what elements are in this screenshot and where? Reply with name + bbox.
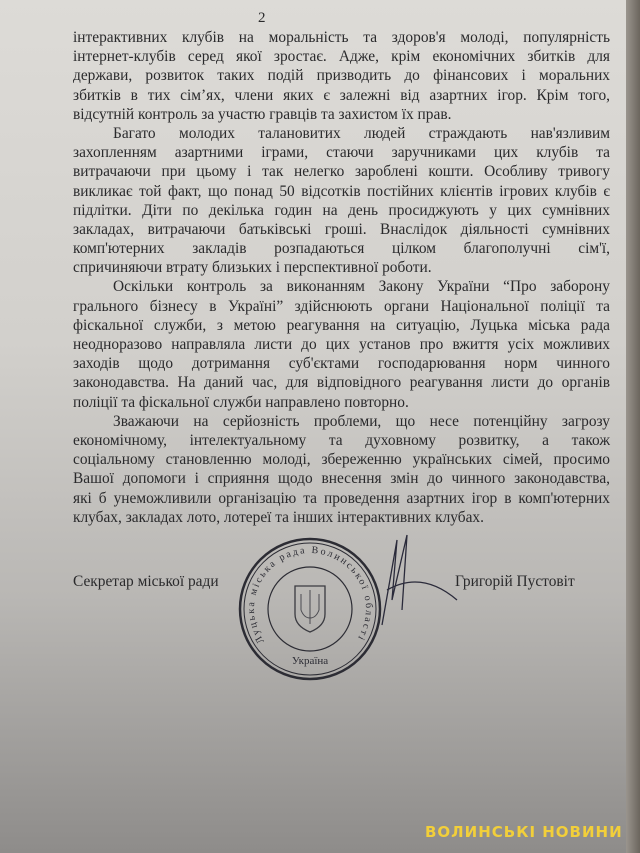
text-line: Вашої допомоги і сприяння щодо внесення змін до чинного законодавства, bbox=[73, 470, 610, 488]
text-line: інтернет-клубів серед якої зростає. Адже, крім економічних збитків для bbox=[73, 48, 610, 66]
signer-position: Секретар міської ради bbox=[73, 573, 219, 590]
text-line: спричиняючи втрату близьких і перспективної роботи. bbox=[73, 259, 432, 277]
letter-body bbox=[73, 28, 610, 527]
text-line: Багато молодих талановитих людей страждають нав'язливим bbox=[113, 124, 610, 142]
text-line: фіскальної служби, з метою реагування на ситуацію, Луцька міська рада bbox=[73, 316, 610, 334]
stamp-bottom-text: Україна bbox=[291, 655, 329, 667]
text-line: держави, розвиток таких подій призводить до фінансових і моральних bbox=[73, 67, 610, 85]
text-line: захопленням азартними іграми, стаючи заручниками цих клубів та bbox=[73, 144, 610, 162]
text-line: Оскільки контроль за виконанням Закону України “Про заборону bbox=[113, 278, 610, 296]
text-line: збитків в тих сім’ях, члени яких є залежні від азартних ігор. Крім того, bbox=[73, 86, 610, 104]
text-line: витрачаючи при цьому і так нелегко зароблені кошти. Особливу тривогу bbox=[73, 163, 610, 181]
watermark-logo: ВОЛИНСЬКІ НОВИНИ bbox=[425, 823, 623, 841]
text-line: економічному, інтелектуальному та духовному розвитку, а також bbox=[73, 431, 610, 449]
text-line: підлітки. Діти по декілька годин на день просиджують у цих сумнівних bbox=[73, 201, 610, 219]
text-line: грального бізнесу в Україні” здійснюють органи Національної поліції та bbox=[73, 297, 610, 315]
handwritten-signature bbox=[372, 530, 462, 630]
text-line: Зважаючи на серйозність проблеми, що несе потенційну загрозу bbox=[113, 412, 610, 430]
text-line: клубах, закладах лото, лотереї та інших інтерактивних клубах. bbox=[73, 508, 484, 526]
text-line: поліції та фіскальної служби направлено повторно. bbox=[73, 393, 409, 411]
text-line: закладах, витрачаючи батьківські гроші. Внаслідок діяльності сумнівних bbox=[73, 220, 610, 238]
text-line: які б унеможливили організацію та проведення азартних ігор в комп'ютерних bbox=[73, 489, 610, 507]
page-edge-shadow bbox=[626, 0, 640, 853]
official-stamp bbox=[235, 534, 385, 684]
stamp-ring-text: Луцька міська рада Волинської області bbox=[245, 544, 375, 646]
page-number: 2 bbox=[258, 10, 266, 26]
text-line: викликає той факт, що понад 50 відсотків постійних клієнтів ігрових клубів є bbox=[73, 182, 610, 200]
text-line: законодавства. На даний час, для відповідного реагування листи до органів bbox=[73, 374, 610, 392]
signer-name: Григорій Пустовіт bbox=[455, 573, 575, 590]
text-line: неодноразово направляла листи до цих установ про вжиття усіх можливих bbox=[73, 336, 610, 353]
text-line: відсутній контроль за участю гравців та захистом їх прав. bbox=[73, 105, 452, 123]
text-line: заходів щодо дотримання суб'єктами господарювання норм чинного bbox=[73, 355, 610, 373]
text-line: інтерактивних клубів на моральність та здоров'я молоді, популярність bbox=[73, 29, 610, 46]
text-line: комп'ютерних закладів розпадаються цілком благополучні сім'ї, bbox=[73, 240, 610, 258]
text-line: соціальному становленню молоді, збереженню українських сімей, просимо bbox=[73, 451, 610, 469]
